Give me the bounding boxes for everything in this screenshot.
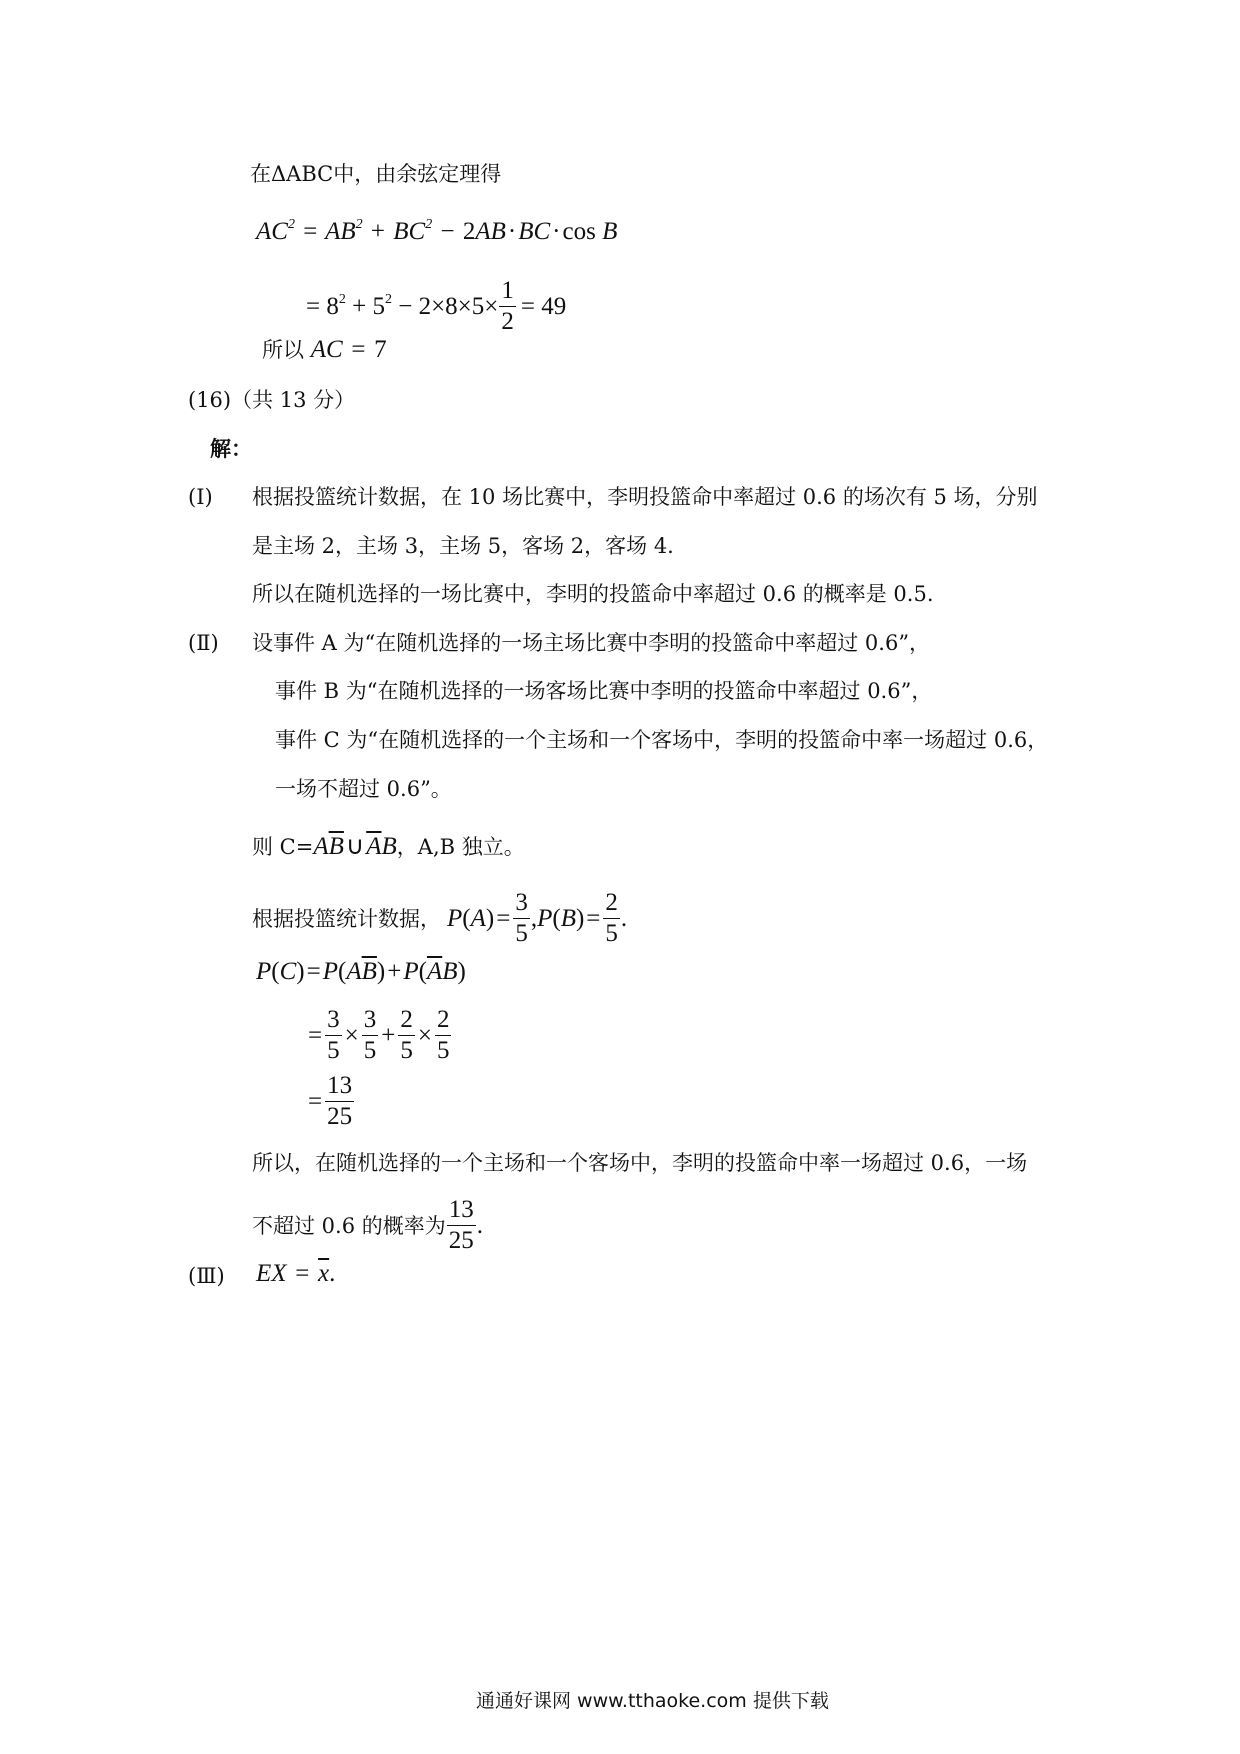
cosine-law-calculation (306, 276, 566, 337)
fraction-numerator: 2 (398, 1005, 415, 1036)
fraction-denominator: 25 (448, 1227, 474, 1254)
cosine-law-intro: 在ΔABC中，由余弦定理得 (250, 162, 502, 186)
fraction-denominator: 5 (436, 1037, 450, 1064)
fraction-numerator: 3 (362, 1005, 379, 1036)
fraction-denominator: 25 (327, 1103, 353, 1130)
ac-conclusion: 所以 AC = 7 (262, 336, 387, 363)
part-2-tag: (Ⅱ) (188, 631, 219, 655)
step-fraction-2 (362, 1005, 379, 1066)
part-1-line-2: 是主场 2，主场 3，主场 5，客场 2，客场 4. (252, 534, 674, 558)
fraction-denominator: 5 (363, 1037, 377, 1064)
probability-values: 根据投篮统计数据， P ( A ) = $\frac{3}{5}$ , P ( B ) = $\frac{2}{5}$ . (252, 889, 628, 947)
step-fraction-3 (398, 1005, 415, 1066)
fraction-numerator: 3 (513, 888, 530, 919)
result-fraction (325, 1071, 354, 1132)
conclusion-prefix: 不超过 0.6 的概率为 (252, 1213, 446, 1238)
fraction-numerator: 3 (325, 1005, 342, 1036)
event-c-definition-1: 事件 C 为“在随机选择的一个主场和一个客场中，李明的投篮命中率一场超过 0.6， (275, 728, 1049, 752)
fraction-denominator: 5 (515, 920, 528, 947)
cosine-law-equation: $AC^2 = AB^2 + BC^2 - 2AB\cdot BC\cdot\cos$ B (256, 217, 618, 245)
fraction-denominator: 2 (501, 308, 514, 335)
part-2-conclusion-2: 不超过 0.6 的概率为 $\frac{13}{25}$ . (252, 1196, 483, 1254)
c-def-prefix: 则 C= (252, 835, 314, 859)
pb-fraction (603, 888, 620, 949)
step-fraction-4 (435, 1005, 452, 1066)
event-b-definition: 事件 B 为“在随机选择的一场客场比赛中李明的投篮命中率超过 0.6”， (275, 679, 933, 703)
event-a-definition: 设事件 A 为“在随机选择的一场主场比赛中李明的投篮命中率超过 0.6”， (252, 631, 931, 655)
pc-equation: $P(C)=P(A\overline{B})+P(\overline{A}B)$ (256, 958, 466, 985)
part-3-expression: EX = $\overline{x}$. (256, 1260, 336, 1287)
fraction-denominator: 5 (327, 1037, 340, 1064)
half-fraction (499, 276, 516, 337)
event-c-definition-2: 一场不超过 0.6”。 (275, 777, 452, 801)
c-def-suffix: ，A,B 独立。 (396, 835, 525, 859)
step-fraction-1 (325, 1005, 342, 1066)
fraction-numerator: 13 (325, 1071, 354, 1102)
conclusion-fraction (447, 1195, 476, 1256)
part-1-line-1: 根据投篮统计数据，在 10 场比赛中，李明投篮命中率超过 0.6 的场次有 5 场，分别 (252, 485, 1038, 509)
part-3-tag: (Ⅲ) (188, 1264, 225, 1288)
part-2-conclusion-1: 所以，在随机选择的一个主场和一个客场中，李明的投篮命中率一场超过 0.6，一场 (252, 1151, 1028, 1175)
part-1-line-3: 所以在随机选择的一场比赛中，李明的投篮命中率超过 0.6 的概率是 0.5. (252, 582, 934, 606)
calc-prefix: = $8^2 + 5^2 - 2\times 8\times 5\times$ (306, 291, 499, 320)
fraction-denominator: 5 (605, 920, 618, 947)
part-1-tag: (Ⅰ) (188, 485, 213, 509)
pc-result: = $\frac{13}{25}$ (308, 1072, 353, 1130)
fraction-denominator: 5 (400, 1037, 413, 1064)
pc-calculation-step: = $\frac{3}{5}$ × $\frac{3}{5}$ + $\frac{2}{5}$ × $\frac{2}{5}$ (308, 1006, 450, 1064)
calc-result: = 49 (520, 292, 567, 320)
fraction-numerator: 2 (435, 1005, 452, 1036)
fraction-numerator: 1 (499, 276, 516, 307)
problem-16-header: (16)（共 13 分） (188, 388, 356, 412)
fraction-numerator: 2 (603, 888, 620, 919)
fraction-numerator: 13 (447, 1195, 476, 1226)
event-c-expression: 则 $C=A\overline{B}\cup\overline{A}B$，A,B 独立。 (252, 833, 525, 860)
solution-label: 解： (210, 436, 252, 461)
pa-fraction (513, 888, 530, 949)
page-footer: 通通好课网 www.tthaoke.com 提供下载 (476, 1690, 829, 1712)
stats-prefix: 根据投篮统计数据， (252, 906, 441, 931)
